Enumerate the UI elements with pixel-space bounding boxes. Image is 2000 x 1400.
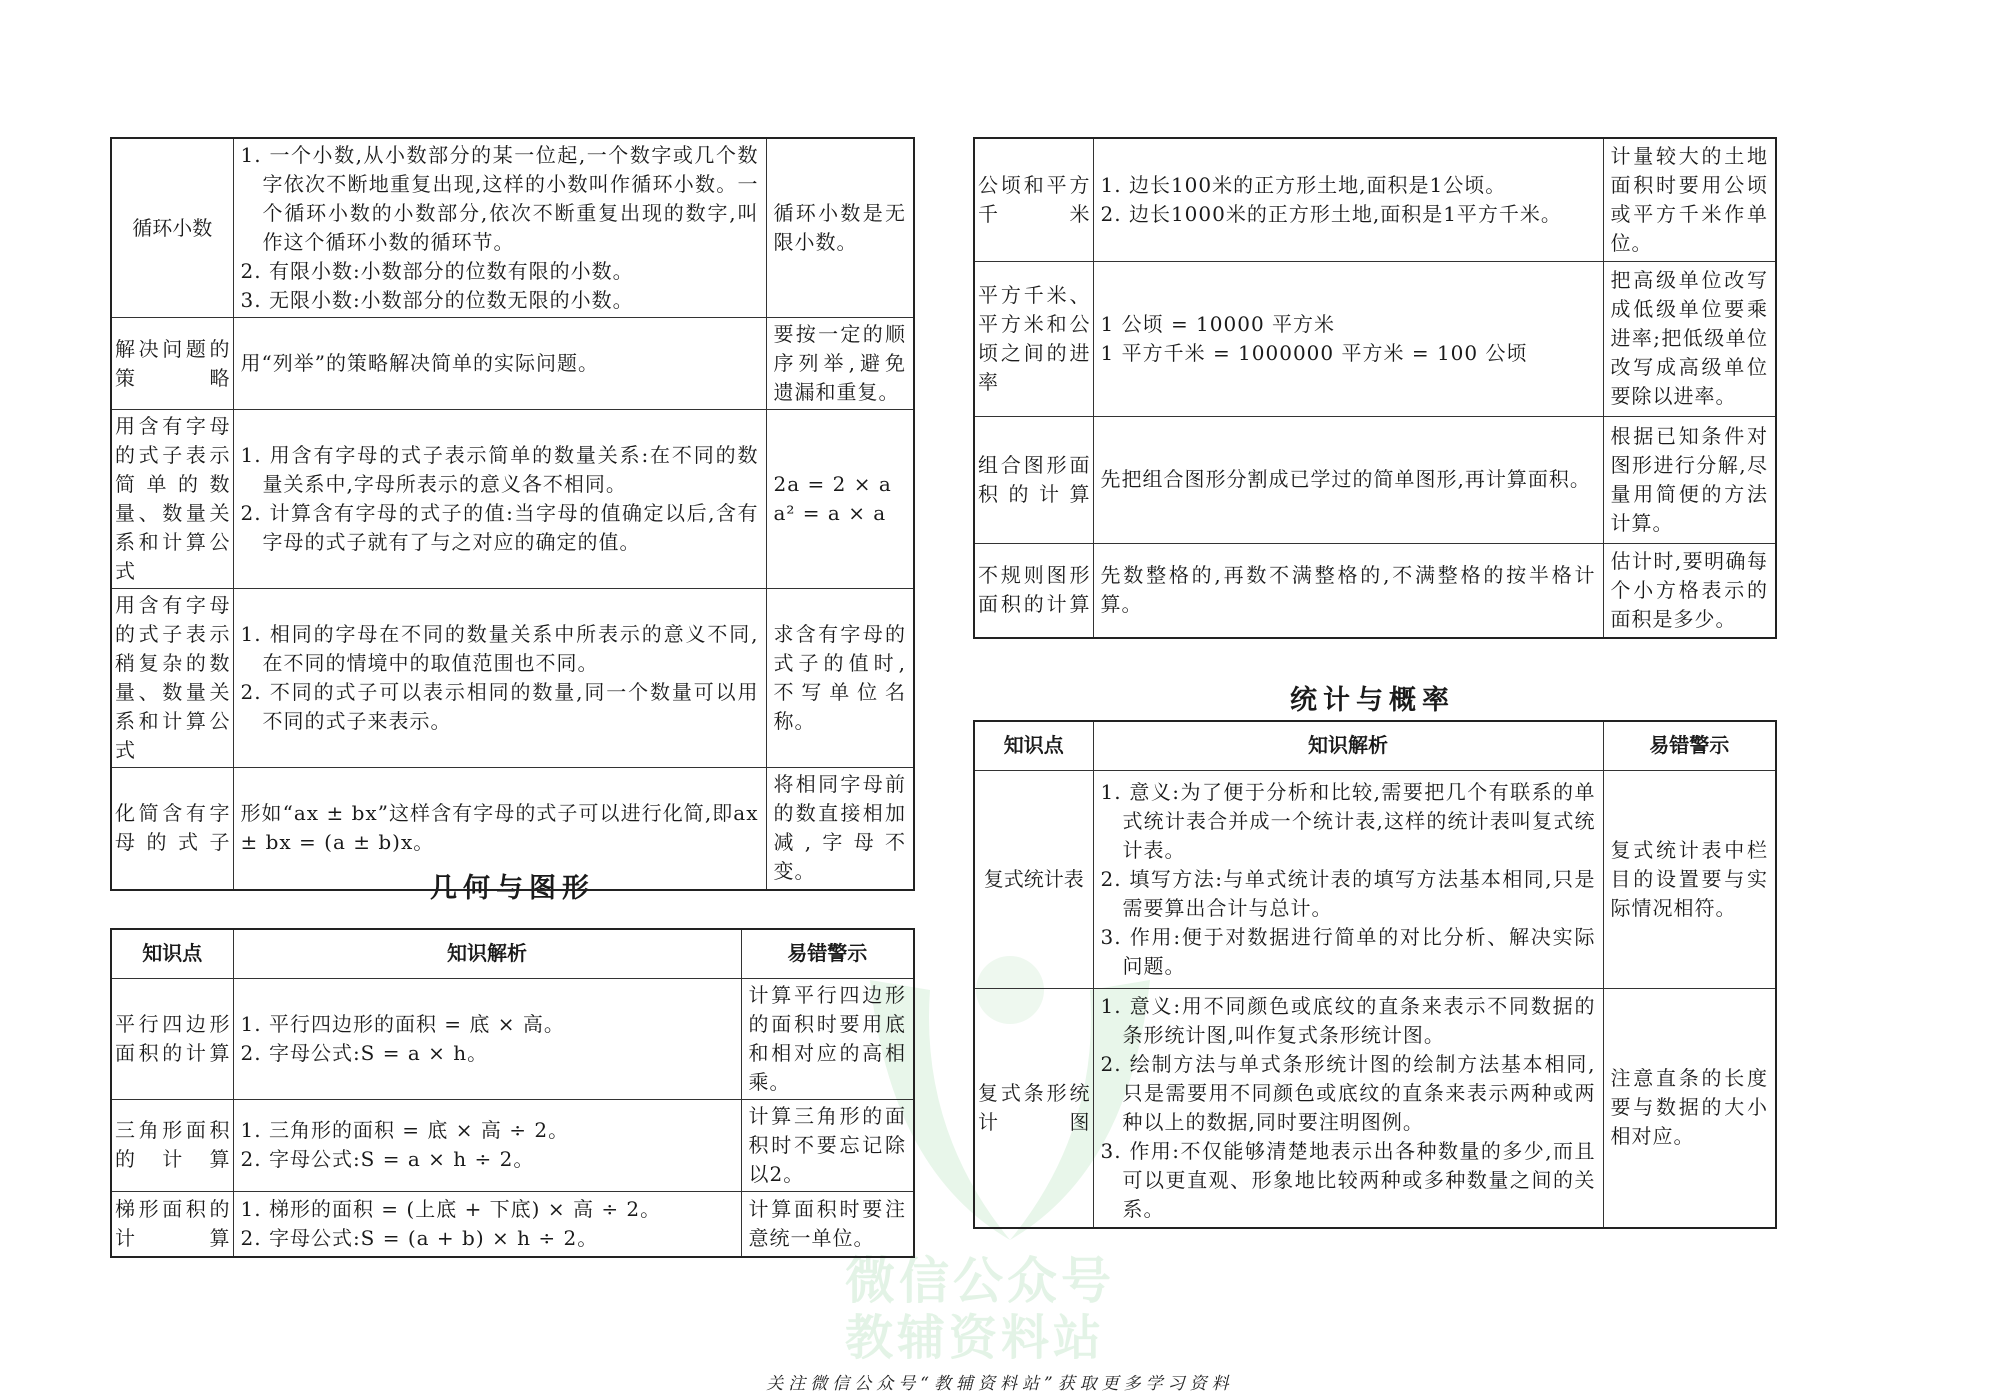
analysis-item: 先数整格的,再数不满整格的,不满整格的按半格计算。 — [1100, 563, 1596, 617]
warning-line: 注意直条的长度要与数据的大小相对应。 — [1610, 1066, 1768, 1149]
error-warning — [1603, 416, 1776, 543]
error-warning — [766, 318, 914, 410]
analysis-item: 3. 作用:不仅能够清楚地表示出各种数量的多少,而且可以更直观、形象地比较两种或多种数量之间的关系。 — [1100, 1138, 1596, 1221]
knowledge-analysis — [233, 410, 766, 589]
analysis-item: 先把组合图形分割成已学过的简单图形,再计算面积。 — [1100, 467, 1591, 491]
knowledge-analysis — [1093, 138, 1603, 261]
header-warning: 易错警示 — [741, 929, 914, 978]
knowledge-analysis — [233, 768, 766, 890]
table-row — [111, 138, 914, 318]
knowledge-analysis — [233, 1099, 741, 1191]
table-row — [111, 768, 914, 890]
analysis-item: 1. 三角形的面积 = 底 × 高 ÷ 2。 — [240, 1118, 570, 1142]
knowledge-point: 平方千米、平方米和公顷之间的进率 — [974, 261, 1093, 416]
analysis-item: 1. 意义:用不同颜色或底纹的直条来表示不同数据的条形统计图,叫作复式条形统计图。 — [1100, 993, 1596, 1047]
table-row — [974, 770, 1776, 988]
knowledge-analysis — [233, 138, 766, 318]
analysis-item: 用“列举”的策略解决简单的实际问题。 — [240, 351, 599, 375]
numbers-algebra-table — [110, 137, 915, 891]
watermark-line1: 微信公众号 — [845, 1252, 1115, 1310]
warning-line: 2a = 2 × a — [773, 472, 892, 496]
analysis-item: 2. 填写方法:与单式统计表的填写方法基本相同,只是需要算出合计与总计。 — [1100, 866, 1596, 920]
table-row — [111, 978, 914, 1099]
knowledge-point: 用含有字母的式子表示简单的数量、数量关系和计算公式 — [111, 410, 233, 589]
warning-line: 复式统计表中栏目的设置要与实际情况相符。 — [1610, 837, 1768, 920]
knowledge-analysis — [1093, 543, 1603, 638]
knowledge-analysis — [233, 1191, 741, 1257]
knowledge-analysis — [1093, 416, 1603, 543]
table-row — [974, 988, 1776, 1228]
footer-note: 关注微信公众号“教辅资料站”获取更多学习资料 — [766, 1374, 1234, 1394]
knowledge-point: 复式统计表 — [974, 770, 1093, 988]
analysis-item: 2. 有限小数:小数部分的位数有限的小数。 — [240, 259, 634, 283]
analysis-item: 3. 无限小数:小数部分的位数无限的小数。 — [240, 288, 634, 312]
analysis-item: 1. 意义:为了便于分析和比较,需要把几个有联系的单式统计表合并成一个统计表,这样的统计表叫复式统计表。 — [1100, 779, 1596, 862]
error-warning — [1603, 138, 1776, 261]
warning-line: 计算平行四边形的面积时要用底和相对应的高相乘。 — [748, 982, 906, 1094]
knowledge-point: 梯形面积的计算 — [111, 1191, 233, 1257]
analysis-item: 1 公顷 = 10000 平方米 — [1100, 311, 1336, 336]
table-row — [111, 589, 914, 768]
warning-line: a² = a × a — [773, 501, 887, 525]
warning-line: 循环小数是无限小数。 — [773, 201, 906, 254]
knowledge-point: 用含有字母的式子表示稍复杂的数量、数量关系和计算公式 — [111, 589, 233, 768]
table-row — [974, 138, 1776, 261]
knowledge-analysis — [1093, 261, 1603, 416]
table-row — [111, 1191, 914, 1257]
header-point: 知识点 — [974, 721, 1093, 770]
knowledge-point: 复式条形统计图 — [974, 988, 1093, 1228]
warning-line: 要按一定的顺序列举,避免遗漏和重复。 — [773, 322, 906, 404]
error-warning — [766, 138, 914, 318]
analysis-item: 1. 一个小数,从小数部分的某一位起,一个数字或几个数字依次不断地重复出现,这样的小数叫作循环小数。一个循环小数的小数部分,依次不断重复出现的数字,叫作这个循环小数的循环节。 — [240, 143, 759, 254]
warning-line: 把高级单位改写成低级单位要乘进率;把低级单位改写成高级单位要除以进率。 — [1610, 268, 1768, 408]
table-row — [974, 543, 1776, 638]
error-warning — [1603, 988, 1776, 1228]
analysis-item: 1. 用含有字母的式子表示简单的数量关系:在不同的数量关系中,字母所表示的意义各不相同。 — [240, 443, 759, 496]
analysis-item: 2. 不同的式子可以表示相同的数量,同一个数量可以用不同的式子来表示。 — [240, 680, 759, 733]
error-warning — [741, 1191, 914, 1257]
statistics-table — [973, 720, 1777, 1229]
table-row — [111, 1099, 914, 1191]
header-point: 知识点 — [111, 929, 233, 978]
analysis-item: 1. 平行四边形的面积 = 底 × 高。 — [240, 1011, 565, 1036]
table-row — [974, 416, 1776, 543]
table-header-row — [974, 721, 1776, 770]
knowledge-point: 平行四边形面积的计算 — [111, 978, 233, 1099]
knowledge-analysis — [233, 978, 741, 1099]
warning-line: 计算三角形的面积时不要忘记除以2。 — [748, 1103, 906, 1186]
analysis-item: 1. 边长100米的正方形土地,面积是1公顷。 — [1100, 172, 1507, 197]
analysis-item: 1. 梯形的面积 = (上底 + 下底) × 高 ÷ 2。 — [240, 1196, 662, 1221]
knowledge-point: 三角形面积的计算 — [111, 1099, 233, 1191]
warning-line: 将相同字母前的数直接相加减,字母不变。 — [773, 772, 906, 884]
analysis-item: 2. 字母公式:S = a × h ÷ 2。 — [240, 1147, 535, 1171]
warning-line: 估计时,要明确每个小方格表示的面积是多少。 — [1610, 548, 1768, 631]
warning-line: 计量较大的土地面积时要用公顷或平方千米作单位。 — [1610, 143, 1768, 255]
knowledge-point: 循环小数 — [111, 138, 233, 318]
knowledge-point: 不规则图形面积的计算 — [974, 543, 1093, 638]
analysis-item: 3. 作用:便于对数据进行简单的对比分析、解决实际问题。 — [1100, 924, 1596, 978]
table-header-row — [111, 929, 914, 978]
analysis-item: 2. 计算含有字母的式子的值:当字母的值确定以后,含有字母的式子就有了与之对应的确定的值。 — [240, 501, 759, 554]
geometry-continued-table — [973, 137, 1777, 639]
header-analysis: 知识解析 — [233, 929, 741, 978]
error-warning — [741, 1099, 914, 1191]
knowledge-point: 公顷和平方千米 — [974, 138, 1093, 261]
analysis-item: 1. 相同的字母在不同的数量关系中所表示的意义不同,在不同的情境中的取值范围也不同。 — [240, 622, 759, 675]
error-warning — [766, 589, 914, 768]
analysis-item: 形如“ax ± bx”这样含有字母的式子可以进行化简,即ax ± bx = (a ± b)x。 — [240, 801, 759, 855]
error-warning — [1603, 543, 1776, 638]
analysis-item: 2. 绘制方法与单式条形统计图的绘制方法基本相同,只是需要用不同颜色或底纹的直条来表示两种或两种以上的数据,同时要注明图例。 — [1100, 1051, 1596, 1134]
knowledge-analysis — [1093, 770, 1603, 988]
error-warning — [766, 768, 914, 890]
error-warning — [741, 978, 914, 1099]
header-warning: 易错警示 — [1603, 721, 1776, 770]
error-warning — [766, 410, 914, 589]
header-analysis: 知识解析 — [1093, 721, 1603, 770]
table-row — [111, 318, 914, 410]
geometry-table — [110, 928, 915, 1258]
analysis-item: 1 平方千米 = 1000000 平方米 = 100 公顷 — [1100, 340, 1528, 365]
error-warning — [1603, 770, 1776, 988]
knowledge-analysis — [233, 589, 766, 768]
warning-line: 求含有字母的式子的值时,不写单位名称。 — [773, 622, 906, 733]
watermark-line2: 教辅资料站 — [845, 1310, 1106, 1366]
table-row — [111, 410, 914, 589]
knowledge-point: 化简含有字母的式子 — [111, 768, 233, 890]
warning-line: 根据已知条件对图形进行分解,尽量用简便的方法计算。 — [1610, 423, 1768, 535]
knowledge-point: 组合图形面积的计算 — [974, 416, 1093, 543]
error-warning — [1603, 261, 1776, 416]
geometry-section-title: 几何与图形 — [430, 873, 595, 904]
knowledge-point: 解决问题的策略 — [111, 318, 233, 410]
warning-line: 计算面积时要注意统一单位。 — [748, 1196, 906, 1250]
analysis-item: 2. 边长1000米的正方形土地,面积是1平方千米。 — [1100, 201, 1562, 226]
analysis-item: 2. 字母公式:S = (a + b) × h ÷ 2。 — [240, 1225, 599, 1250]
knowledge-analysis — [233, 318, 766, 410]
statistics-section-title: 统计与概率 — [1290, 685, 1455, 716]
analysis-item: 2. 字母公式:S = a × h。 — [240, 1040, 489, 1065]
knowledge-analysis — [1093, 988, 1603, 1228]
table-row — [974, 261, 1776, 416]
